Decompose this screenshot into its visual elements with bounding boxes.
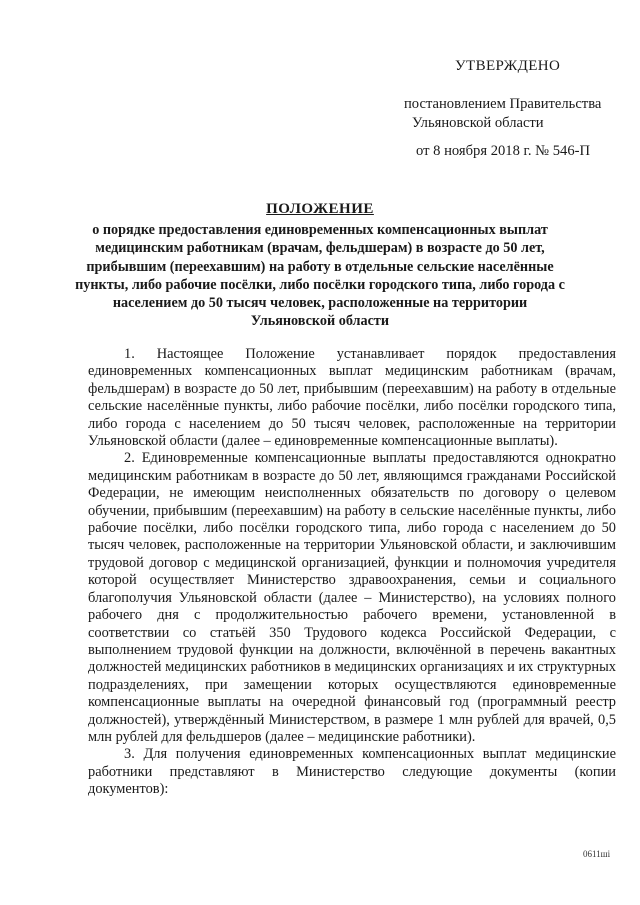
document-body: [88, 346, 616, 799]
decree-reference: от 8 ноября 2018 г. № 546-П: [416, 143, 591, 159]
document-title: ПОЛОЖЕНИЕ: [266, 201, 374, 217]
paragraph-1: 1. Настоящее Положение устанавливает порядок предоставления единовременных компенсационных выплат медицинским работникам (врачам, фельдшерам) в возрасте до 50 лет, прибывшим (переехавшим) на работу в отдельные сельские населённые пункты, либо рабочие посёлки, либо посёлки городского типа, либо города с населением до 50 тысяч человек, расположенные на территории Ульяновской области (далее – единовременные компенсационные выплаты).: [88, 346, 616, 450]
approval-line-1: постановлением Правительства: [404, 96, 602, 112]
paragraph-2: 2. Единовременные компенсационные выплаты предоставляются однократно медицинским работникам в возрасте до 50 лет, являющимся гражданами Российской Федерации, не имеющим неисполненных обязательств по договору о целевом обучении, прибывшим (переехавшим) на работу в сельские населённые пункты, либо рабочие посёлки, либо посёлки городского типа, либо города с населением до 50 тысяч человек, расположенные на территории Ульяновской области, и заключившим трудовой договор с медицинской организацией, функции и полномочия учредителя которой осуществляет Министерство здравоохранения, семьи и социального благополучия Ульяновской области (далее – Министерство), на условиях полного рабочего дня с продолжительностью рабочего времени, установленной в соответствии со статьёй 350 Трудового кодекса Российской Федерации, с выполнением трудовой функции на должности, включённой в перечень вакантных должностей медицинских работников в медицинских организациях и их структурных подразделениях, при замещении которых осуществляются единовременные компенсационные выплаты на очередной финансовый год (программный реестр должностей), утверждённый Министерством, в размере 1 млн рублей для врачей, 0,5 млн рублей для фельдшеров (далее – медицинские работники).: [88, 450, 616, 745]
document-subtitle: о порядке предоставления единовременных компенсационных выплат медицинским работникам (врачам, фельдшерам) в возрасте до 50 лет, прибывшим (переехавшим) на работу в отдельные сельские населённые пункты, либо рабочие посёлки, либо посёлки городского типа, либо города с населением до 50 тысяч человек, расположенные на территории Ульяновской области: [75, 222, 565, 330]
document-title-block: [75, 200, 565, 330]
paragraph-3: 3. Для получения единовременных компенсационных выплат медицинские работники представляют в Министерство следующие документы (копии документов):: [88, 746, 616, 798]
approval-stamp: УТВЕРЖДЕНО: [455, 58, 561, 74]
approval-authority: [404, 95, 614, 133]
approval-line-2: Ульяновской области: [412, 115, 544, 131]
footer-code: 0611ші: [583, 849, 611, 859]
